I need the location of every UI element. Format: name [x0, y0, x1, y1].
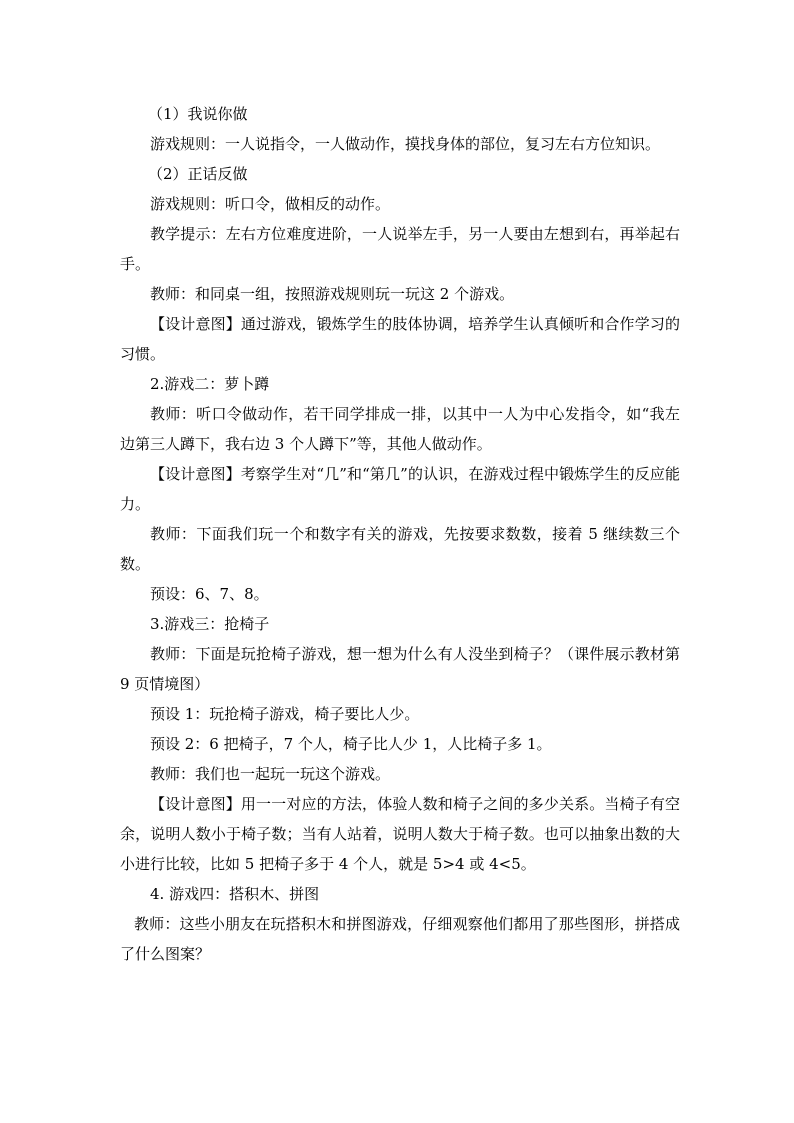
- paragraph-design-intent-1: 【设计意图】通过游戏，锻炼学生的肢体协调，培养学生认真倾听和合作学习的习惯。: [120, 315, 680, 363]
- paragraph-teacher-1: 教师：和同桌一组，按照游戏规则玩一玩这 2 个游戏。: [150, 285, 515, 303]
- heading-game-4: 4. 游戏四：搭积木、拼图: [150, 885, 320, 903]
- heading-game-1-1: （1）我说你做: [148, 105, 248, 123]
- heading-game-2: 2.游戏二：萝卜蹲: [150, 375, 270, 393]
- paragraph-design-intent-3: 【设计意图】用一一对应的方法，体验人数和椅子之间的多少关系。当椅子有空余，说明人数小于椅子数；当有人站着，说明人数大于椅子数。也可以抽象出数的大小进行比较，比如 5 把椅子多于 4 个人，就是 5>4 或 4<5。: [120, 795, 680, 873]
- paragraph-preset-1: 预设：6、7、8。: [150, 585, 269, 603]
- paragraph-teaching-tip: 教学提示：左右方位难度进阶，一人说举左手，另一人要由左想到右，再举起右手。: [120, 225, 680, 273]
- paragraph-rule-2: 游戏规则：听口令，做相反的动作。: [150, 195, 391, 213]
- paragraph-design-intent-2: 【设计意图】考察学生对“几”和“第几”的认识，在游戏过程中锻炼学生的反应能力。: [120, 465, 680, 513]
- paragraph-teacher-2: 教师：听口令做动作，若干同学排成一排，以其中一人为中心发指令，如“我左边第三人蹲下，我右边 3 个人蹲下”等，其他人做动作。: [120, 405, 680, 453]
- heading-game-1-2: （2）正话反做: [148, 165, 248, 183]
- paragraph-teacher-3: 教师：下面我们玩一个和数字有关的游戏，先按要求数数，接着 5 继续数三个数。: [120, 525, 680, 573]
- paragraph-teacher-5: 教师：我们也一起玩一玩这个游戏。: [150, 765, 391, 783]
- paragraph-teacher-6: 教师：这些小朋友在玩搭积木和拼图游戏，仔细观察他们都用了那些图形，拼搭成了什么图案？: [120, 915, 680, 963]
- document-page: [120, 99, 685, 969]
- paragraph-rule-1: 游戏规则：一人说指令，一人做动作，摸找身体的部位，复习左右方位知识。: [150, 135, 661, 153]
- paragraph-preset-3: 预设 2：6 把椅子，7 个人，椅子比人少 1，人比椅子多 1。: [150, 735, 552, 753]
- heading-game-3: 3.游戏三：抢椅子: [150, 615, 270, 633]
- paragraph-preset-2: 预设 1：玩抢椅子游戏，椅子要比人少。: [150, 705, 420, 723]
- paragraph-teacher-4: 教师：下面是玩抢椅子游戏，想一想为什么有人没坐到椅子？（课件展示教材第 9 页情境图）: [120, 645, 685, 693]
